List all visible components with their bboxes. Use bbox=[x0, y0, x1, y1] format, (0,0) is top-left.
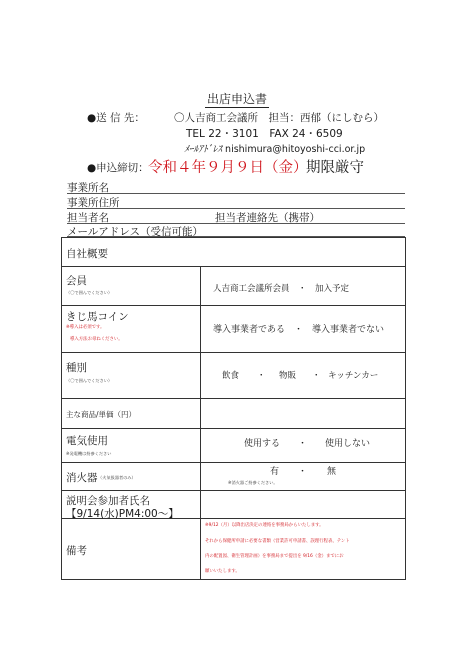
products-input[interactable] bbox=[202, 400, 404, 426]
overview-label: 自社概要 bbox=[66, 248, 108, 260]
extinguisher-hint: （火気扱器者のみ） bbox=[98, 475, 136, 480]
remarks-line1: ※9/12（月）以降出店決定の連絡を事務局からいたします。 bbox=[205, 523, 324, 528]
contact-phone-label: 担当者連絡先（携帯） bbox=[215, 212, 320, 224]
extinguisher-label: 消火器 bbox=[66, 472, 98, 484]
briefing-date: 【9/14(水)PM4:00～】 bbox=[66, 508, 179, 520]
remarks-line2: それから保健所申請に必要な書類（営業許可申請書、誤理行程表、テント bbox=[205, 539, 350, 544]
coin-label: きじ馬コイン bbox=[66, 311, 129, 323]
business-name-label: 事業所名 bbox=[67, 182, 109, 194]
email-label: ﾒｰﾙｱﾄﾞﾚｽ bbox=[184, 144, 223, 155]
coin-required-note: ※導入は必須です。 bbox=[66, 325, 105, 330]
membership-options[interactable]: 人吉商工会議所会員 ・ 加入予定 bbox=[213, 284, 350, 294]
email-receivable-label: メールアドレス（受信可能） bbox=[67, 226, 203, 238]
business-address-label: 事業所住所 bbox=[67, 197, 120, 209]
remarks-line4: 願いいたします。 bbox=[205, 569, 240, 574]
person-in-charge-label: 担当者名 bbox=[67, 212, 109, 224]
row-divider bbox=[61, 352, 406, 353]
membership-hint: （〇で囲んでください） bbox=[66, 290, 113, 295]
contact-email-row bbox=[184, 141, 365, 155]
extinguisher-note: ※消火器ご持参ください。 bbox=[228, 480, 278, 485]
business-name-line[interactable] bbox=[67, 193, 405, 194]
send-to-label: ●送 信 先： bbox=[87, 112, 145, 124]
contact-email[interactable]: nishimura@hitoyoshi-cci.or.jp bbox=[225, 144, 366, 155]
row-divider bbox=[61, 462, 406, 463]
deadline-label: ●申込締切： bbox=[87, 162, 149, 174]
membership-label: 会員 bbox=[66, 275, 87, 287]
category-hint: （〇で囲んでください） bbox=[66, 378, 113, 383]
row-divider bbox=[61, 428, 406, 429]
category-option-food[interactable]: 飲食 bbox=[222, 371, 240, 381]
business-address-line[interactable] bbox=[67, 208, 405, 209]
category-option-kitchencar[interactable]: キッチンカー bbox=[328, 371, 379, 381]
category-label: 種別 bbox=[66, 362, 87, 374]
electric-options[interactable]: 使用する ・ 使用しない bbox=[244, 439, 371, 449]
row-divider bbox=[61, 398, 406, 399]
extinguisher-option-no[interactable]: 無 bbox=[327, 467, 337, 477]
category-separator: ・ bbox=[257, 371, 266, 381]
briefing-input[interactable] bbox=[202, 492, 404, 516]
row-divider bbox=[61, 266, 406, 267]
deadline-date: 令和４年９月９日（金） bbox=[148, 160, 308, 176]
table-column-divider bbox=[200, 266, 201, 580]
remarks-label: 備考 bbox=[66, 545, 87, 557]
remarks-line3: 内の配置図、衛生管理計画）を事務局まで提出を 9/16（金）までにお bbox=[205, 554, 344, 559]
briefing-label: 説明会参加者氏名 bbox=[66, 495, 150, 507]
deadline-note: 期限厳守 bbox=[306, 160, 364, 176]
page-title: 出店申込書 bbox=[206, 92, 267, 106]
coin-inquiry-note: 導入方法お尋ねください。 bbox=[70, 337, 123, 342]
extinguisher-separator: ・ bbox=[298, 467, 308, 477]
overview-input[interactable] bbox=[160, 240, 400, 264]
contact-org: 〇人吉商工会議所 担当：西郁（にしむら） bbox=[174, 112, 384, 124]
coin-options[interactable]: 導入事業者である ・ 導入事業者でない bbox=[213, 325, 385, 335]
contact-tel-fax: TEL 22・3101 FAX 24・6509 bbox=[186, 128, 343, 140]
row-divider bbox=[61, 305, 406, 306]
extinguisher-option-yes[interactable]: 有 bbox=[270, 467, 280, 477]
electric-note: ※発電機は持参ください bbox=[66, 451, 112, 456]
category-option-goods[interactable]: 物販 bbox=[279, 371, 297, 381]
row-divider bbox=[61, 490, 406, 491]
electric-label: 電気使用 bbox=[66, 435, 108, 447]
category-separator: ・ bbox=[312, 371, 321, 381]
products-label: 主な商品/単価（円） bbox=[66, 410, 137, 419]
